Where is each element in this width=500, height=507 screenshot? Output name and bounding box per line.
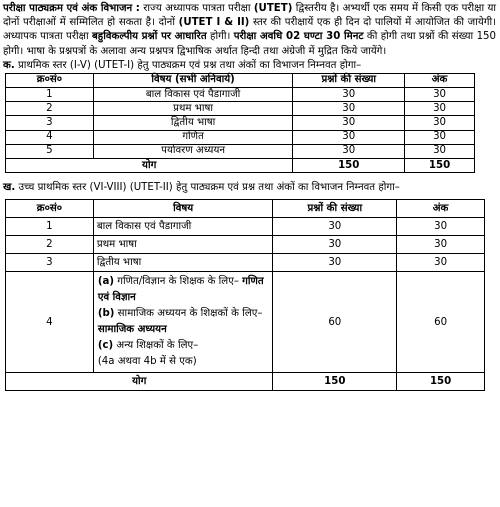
cell-serial: 1	[6, 88, 94, 102]
cell-serial: 1	[6, 218, 94, 236]
cell-marks: 60	[397, 272, 485, 373]
duration-term: परीक्षा अवधि 02 घण्टा 30 मिनट	[233, 31, 364, 43]
option-c	[98, 338, 269, 354]
table-header-row	[6, 73, 475, 87]
cell-questions: 30	[273, 236, 397, 254]
utet-levels-term: (UTET I & II)	[178, 17, 250, 29]
table-row	[6, 88, 475, 102]
cell-serial: 5	[6, 144, 94, 158]
header-marks: अंक	[397, 200, 485, 218]
option-b-text: सामाजिक अध्ययन के शिक्षकों के लिए–	[114, 308, 263, 320]
cell-marks: 30	[405, 102, 475, 116]
cell-questions: 30	[293, 102, 405, 116]
section1-text: प्राथमिक स्तर (I-V) (UTET-I) हेतु पाठ्यक्रम एवं प्रश्न तथा अंकों का विभाजन निम्नवत होगा–	[14, 59, 362, 71]
table-row	[6, 272, 485, 373]
cell-subject: पर्यावरण अध्ययन	[93, 144, 293, 158]
cell-questions: 30	[273, 254, 397, 272]
section2-heading	[3, 180, 496, 195]
intro-paragraph	[3, 2, 496, 59]
table-primary	[5, 73, 475, 173]
option-a-subject: गणित एवं विज्ञान	[97, 276, 264, 304]
cell-questions: 30	[273, 218, 397, 236]
total-label: योग	[6, 373, 273, 391]
cell-marks: 30	[405, 144, 475, 158]
cell-serial: 4	[6, 272, 94, 373]
option-c-text: अन्य शिक्षकों के लिए–	[113, 340, 199, 352]
mcq-term: बहुविकल्पीय प्रश्नों पर आधारित	[91, 31, 207, 43]
intro-heading: परीक्षा पाठ्यक्रम एवं अंक विभाजन :	[3, 3, 140, 14]
utet-term: (UTET)	[253, 3, 293, 14]
table-total-row	[6, 373, 485, 391]
total-label: योग	[6, 158, 293, 172]
cell-questions: 30	[293, 116, 405, 130]
cell-serial: 2	[6, 236, 94, 254]
header-subject: विषय (सभी अनिवार्य)	[93, 73, 293, 87]
cell-subject: गणित	[93, 130, 293, 144]
cell-subject: प्रथम भाषा	[93, 102, 293, 116]
section1-label: क.	[3, 59, 15, 71]
option-note: (4a अथवा 4b में से एक)	[97, 356, 197, 368]
header-serial: क्र०सं०	[6, 200, 94, 218]
section2-text: उच्च प्राथमिक स्तर (VI-VIII) (UTET-II) हेतु पाठ्यक्रम एवं प्रश्न तथा अंकों का विभाजन निम्नवत होगा–	[15, 182, 400, 194]
table-row	[6, 218, 485, 236]
cell-subject: द्वितीय भाषा	[93, 116, 293, 130]
total-marks: 150	[405, 158, 475, 172]
intro-text-4: होगी।	[206, 31, 234, 43]
table-row	[6, 254, 485, 272]
option-a-label: (a)	[97, 276, 115, 288]
option-a	[98, 274, 269, 306]
cell-subject: द्वितीय भाषा	[93, 254, 273, 272]
table-row	[6, 130, 475, 144]
cell-serial: 2	[6, 102, 94, 116]
option-c-label: (c)	[97, 340, 114, 352]
cell-questions: 60	[273, 272, 397, 373]
total-marks: 150	[397, 373, 485, 391]
table-total-row	[6, 158, 475, 172]
table-header-row	[6, 200, 485, 218]
intro-text-2: द्विस्तरीय है। अभ्यर्थी एक समय में किसी एक परीक्षा या दोनों परीक्षाओं में सम्मिलित हो सकता है। दोनों	[3, 3, 496, 29]
option-a-text: गणित/विज्ञान के शिक्षक के लिए–	[114, 276, 243, 288]
total-questions: 150	[293, 158, 405, 172]
header-marks: अंक	[405, 73, 475, 87]
cell-serial: 3	[6, 254, 94, 272]
table-row	[6, 236, 485, 254]
table-row	[6, 102, 475, 116]
cell-marks: 30	[405, 88, 475, 102]
option-b	[98, 306, 269, 338]
cell-marks: 30	[405, 116, 475, 130]
cell-marks: 30	[397, 218, 485, 236]
intro-text-1: राज्य अध्यापक पात्रता परीक्षा	[139, 3, 254, 14]
intro-text-3: स्तर की परीक्षायें एक ही दिन दो पालियों में आयोजित की जायेगी। अध्यापक पात्रता परीक्षा	[3, 17, 496, 43]
cell-subject-options	[93, 272, 273, 373]
section2-label: ख.	[3, 182, 16, 194]
cell-serial: 4	[6, 130, 94, 144]
option-b-label: (b)	[97, 308, 115, 320]
cell-questions: 30	[293, 88, 405, 102]
table-row	[6, 116, 475, 130]
option-b-subject: सामाजिक अध्ययन	[97, 324, 167, 336]
table-upper-primary	[5, 199, 485, 391]
cell-marks: 30	[405, 130, 475, 144]
header-subject: विषय	[93, 200, 273, 218]
section1-heading	[3, 59, 496, 73]
header-questions: प्रश्नों की संख्या	[293, 73, 405, 87]
table-row	[6, 144, 475, 158]
cell-questions: 30	[293, 130, 405, 144]
cell-marks: 30	[397, 254, 485, 272]
intro-text-5: की होगी तथा प्रश्नों की संख्या 150 होगी। भाषा के प्रश्नपत्रों के अलावा अन्य प्रश्नपत्र द्विभाषिक अर्थात हिन्दी तथा अंग्रेजी में मुद्रित किये जायेंगे।	[3, 31, 497, 57]
cell-subject: बाल विकास एवं पैडागाजी	[93, 218, 273, 236]
cell-subject: बाल विकास एवं पैडागाजी	[93, 88, 293, 102]
header-questions: प्रश्नों की संख्या	[273, 200, 397, 218]
total-questions: 150	[273, 373, 397, 391]
cell-questions: 30	[293, 144, 405, 158]
header-serial: क्र०सं०	[6, 73, 94, 87]
cell-serial: 3	[6, 116, 94, 130]
cell-marks: 30	[397, 236, 485, 254]
cell-subject: प्रथम भाषा	[93, 236, 273, 254]
